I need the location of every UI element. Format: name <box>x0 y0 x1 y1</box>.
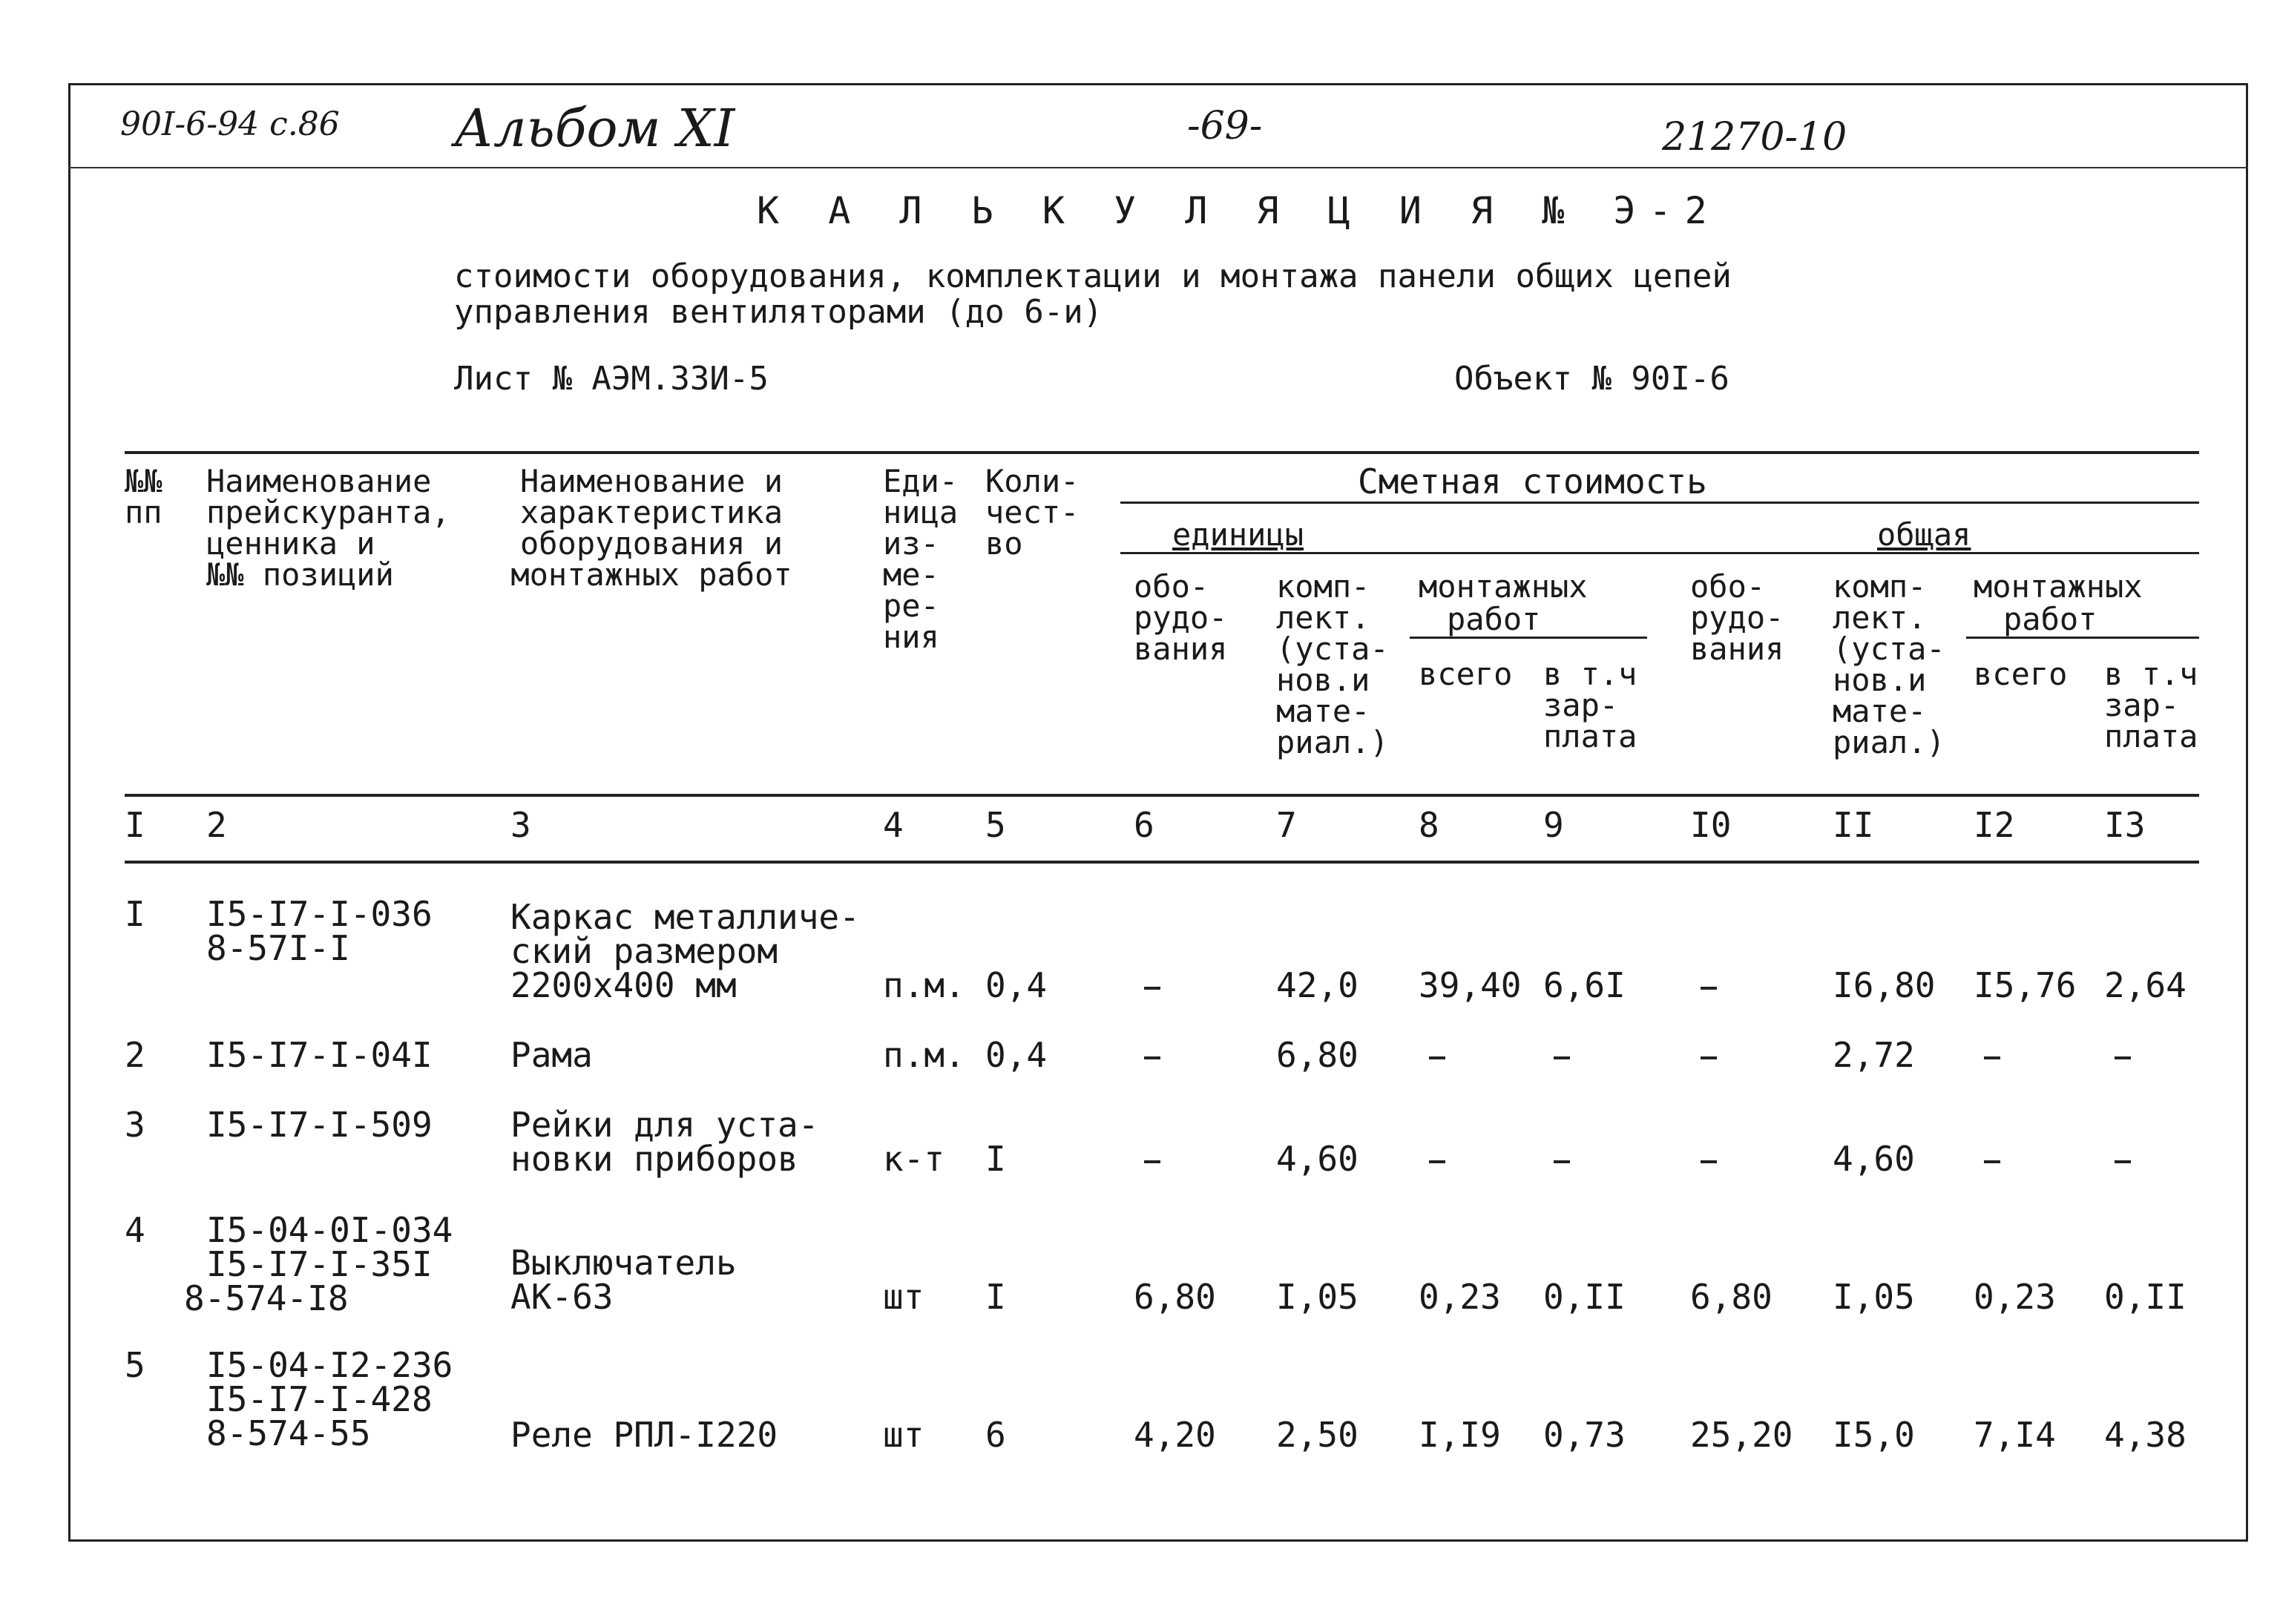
album-label: Альбом XI <box>454 98 735 159</box>
cell-c7: 2,50 <box>1276 1415 1359 1455</box>
cell-qty: 6 <box>985 1415 1006 1455</box>
column-number: I0 <box>1690 805 1732 845</box>
price-code: I5-I7-I-036 <box>206 894 433 934</box>
price-code: I5-04-0I-034 <box>206 1210 453 1250</box>
cell-c7: 42,0 <box>1276 965 1359 1005</box>
table-top-rule <box>125 451 2199 454</box>
doc-number: 21270-10 <box>1662 115 1847 160</box>
item-name: Выключатель <box>510 1243 737 1283</box>
cell-c7: 6,80 <box>1276 1035 1359 1075</box>
cell-c8: 39,40 <box>1419 965 1522 1005</box>
cell-c13: 2,64 <box>2104 965 2187 1005</box>
item-name: Рейки для уста- <box>510 1105 819 1145</box>
cell-unit: к-т <box>883 1139 945 1179</box>
cell-c6: 6,80 <box>1134 1277 1216 1317</box>
subtitle-line-1: стоимости оборудования, комплектации и монтажа панели общих цепей <box>454 257 1732 295</box>
header-vtch-total: в т.ч зар- плата <box>2104 656 2198 755</box>
cell-c9 <box>1543 1039 1570 1071</box>
header-col3: Наименование и характеристика оборудования и монтажных работ <box>510 463 792 593</box>
group-rule <box>1120 502 2199 504</box>
price-code: I5-I7-I-04I <box>206 1035 433 1075</box>
price-code: I5-I7-I-509 <box>206 1105 433 1145</box>
cell-c10 <box>1690 1039 1717 1071</box>
row-number: I <box>125 894 145 934</box>
cell-unit: шт <box>883 1277 924 1317</box>
row-number: 2 <box>125 1035 145 1075</box>
column-number: 7 <box>1276 805 1297 845</box>
page-frame <box>68 83 2248 1542</box>
cell-qty: 0,4 <box>985 965 1048 1005</box>
item-name: ский размером <box>510 931 778 971</box>
price-code: I5-04-I2-236 <box>206 1345 453 1385</box>
sheet-number: Лист № АЭМ.33И-5 <box>454 360 769 398</box>
cell-c8: I,I9 <box>1419 1415 1501 1455</box>
cell-c9: 0,73 <box>1543 1415 1626 1455</box>
cell-c10 <box>1690 1143 1717 1175</box>
cell-c11: I6,80 <box>1833 965 1936 1005</box>
cell-c8 <box>1419 1143 1445 1175</box>
cell-c8 <box>1419 1039 1445 1071</box>
row-number: 5 <box>125 1345 145 1385</box>
cell-unit: шт <box>883 1415 924 1455</box>
item-name: Реле РПЛ-I220 <box>510 1415 778 1455</box>
cell-c6 <box>1134 1143 1160 1175</box>
cell-unit: п.м. <box>883 965 965 1005</box>
cell-c7: I,05 <box>1276 1277 1359 1317</box>
row-number: 3 <box>125 1105 145 1145</box>
cell-c10: 25,20 <box>1690 1415 1793 1455</box>
cell-qty: 0,4 <box>985 1035 1048 1075</box>
item-name: новки приборов <box>510 1139 798 1179</box>
cell-c12: I5,76 <box>1974 965 2077 1005</box>
cell-c7: 4,60 <box>1276 1139 1359 1179</box>
price-code: I5-I7-I-35I <box>206 1244 433 1284</box>
header-mont-unit: монтажных <box>1419 568 1588 605</box>
header-kompl-total: комп- лект. (уста- нов.и мате- риал.) <box>1833 568 1945 760</box>
cell-c13 <box>2104 1143 2131 1175</box>
cell-c13: 0,II <box>2104 1277 2187 1317</box>
doc-title: К А Л Ь К У Л Я Ц И Я № Э-2 <box>757 189 1721 232</box>
header-col4: Еди- ница из- ме- ре- ния <box>883 463 959 655</box>
header-unit: единицы <box>1172 516 1304 553</box>
cell-c6: 4,20 <box>1134 1415 1216 1455</box>
item-name: Рама <box>510 1035 593 1075</box>
stamp-divider <box>68 167 2248 168</box>
column-number: I3 <box>2104 805 2146 845</box>
header-vtch-unit: в т.ч зар- плата <box>1543 656 1637 755</box>
cell-c10 <box>1690 969 1717 1002</box>
header-rabot-unit: работ <box>1447 601 1541 637</box>
column-number: 2 <box>206 805 227 845</box>
cell-c11: 4,60 <box>1833 1139 1915 1179</box>
cell-c13: 4,38 <box>2104 1415 2187 1455</box>
item-name: АК-63 <box>510 1277 614 1317</box>
column-number: I2 <box>1974 805 2015 845</box>
header-rabot-total: работ <box>2003 601 2097 637</box>
price-code: 8-574-I8 <box>184 1278 349 1318</box>
cell-qty: I <box>985 1139 1006 1179</box>
header-vsego-unit: всего <box>1419 656 1513 692</box>
header-mont-total: монтажных <box>1974 568 2143 605</box>
price-code: 8-57I-I <box>206 928 350 968</box>
doc-code: 90I-6-94 с.86 <box>120 105 340 143</box>
price-code: I5-I7-I-428 <box>206 1379 433 1419</box>
cell-c12 <box>1974 1039 2000 1071</box>
header-col2: Наименование прейскуранта, ценника и №№ позиций <box>206 463 450 593</box>
cell-c12: 7,I4 <box>1974 1415 2056 1455</box>
item-name: 2200x400 мм <box>510 965 737 1005</box>
item-name: Каркас металличе- <box>510 897 860 937</box>
header-vsego-total: всего <box>1974 656 2068 692</box>
column-number: 3 <box>510 805 531 845</box>
cell-c6 <box>1134 969 1160 1002</box>
column-number: 4 <box>883 805 904 845</box>
cell-c11: I,05 <box>1833 1277 1915 1317</box>
cell-c11: 2,72 <box>1833 1035 1915 1075</box>
column-number: II <box>1833 805 1874 845</box>
column-number: 6 <box>1134 805 1154 845</box>
cell-c8: 0,23 <box>1419 1277 1501 1317</box>
page-number: -69- <box>1187 104 1263 148</box>
cell-c12 <box>1974 1143 2000 1175</box>
cell-unit: п.м. <box>883 1035 965 1075</box>
cell-qty: I <box>985 1277 1006 1317</box>
header-equip-total: обо- рудо- вания <box>1690 568 1784 667</box>
column-number: 8 <box>1419 805 1439 845</box>
cell-c6 <box>1134 1039 1160 1071</box>
header-group: Сметная стоимость <box>1358 461 1707 502</box>
header-col1: №№ пп <box>125 463 162 530</box>
header-total: общая <box>1877 516 1971 553</box>
header-equip-unit: обо- рудо- вания <box>1134 568 1228 667</box>
column-number: 9 <box>1543 805 1564 845</box>
price-code: 8-574-55 <box>206 1413 371 1453</box>
cell-c9 <box>1543 1143 1570 1175</box>
cell-c9: 0,II <box>1543 1277 1626 1317</box>
cell-c9: 6,6I <box>1543 965 1626 1005</box>
cell-c12: 0,23 <box>1974 1277 2056 1317</box>
header-kompl-unit: комп- лект. (уста- нов.и мате- риал.) <box>1276 568 1389 760</box>
subtitle-line-2: управления вентиляторами (до 6-и) <box>454 293 1103 331</box>
column-number: I <box>125 805 145 845</box>
cell-c11: I5,0 <box>1833 1415 1915 1455</box>
header-bottom-rule <box>125 794 2199 797</box>
object-number: Объект № 90I-6 <box>1454 360 1729 398</box>
cell-c13 <box>2104 1039 2131 1071</box>
header-col5: Коли- чест- во <box>985 463 1080 562</box>
column-number: 5 <box>985 805 1006 845</box>
row-number: 4 <box>125 1210 145 1250</box>
cell-c10: 6,80 <box>1690 1277 1773 1317</box>
colnum-bottom-rule <box>125 861 2199 864</box>
